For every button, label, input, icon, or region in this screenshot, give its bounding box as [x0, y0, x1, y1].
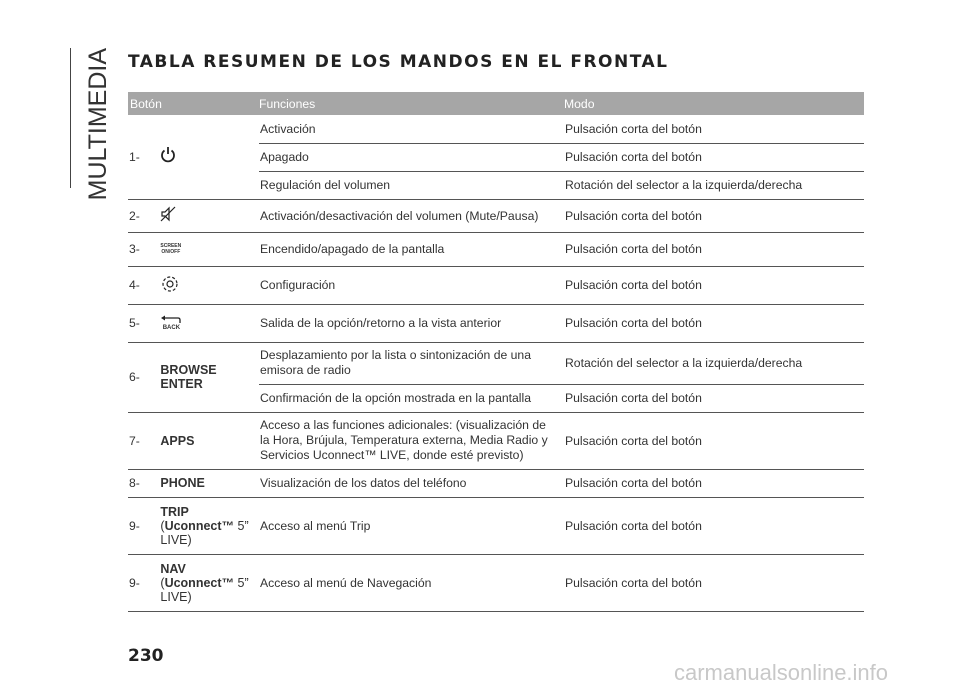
- onoff-icon-text: ON/OFF: [161, 249, 181, 256]
- table-row: [128, 412, 864, 469]
- mode-cell: Pulsación corta del botón: [564, 497, 864, 554]
- live-label: LIVE): [160, 532, 192, 547]
- table-row: [128, 469, 864, 497]
- enter-label: ENTER: [160, 377, 203, 391]
- section-label: MULTIMEDIA: [84, 48, 112, 201]
- table-row: [128, 199, 864, 232]
- sidebar-divider: [70, 48, 71, 188]
- row-number: 3-: [129, 242, 140, 257]
- button-cell: [128, 199, 259, 232]
- function-cell: Acceso a las funciones adicionales: (visualización de la Hora, Brújula, Temperatura externa, Media Radio y Servicios Uconnect™ LIVE, donde esté previsto): [259, 412, 564, 469]
- mode-cell: Rotación del selector a la izquierda/derecha: [564, 171, 864, 199]
- row-number: 9-: [129, 518, 140, 533]
- row-number: 2-: [129, 208, 140, 223]
- button-cell: [128, 266, 259, 304]
- mode-cell: Pulsación corta del botón: [564, 199, 864, 232]
- mode-cell: Pulsación corta del botón: [564, 554, 864, 611]
- button-cell: [128, 342, 259, 412]
- table-header: [128, 92, 864, 115]
- function-cell: Apagado: [259, 143, 564, 171]
- screen-on-off-icon: [160, 243, 181, 255]
- section-sidebar: [64, 48, 112, 201]
- row-number: 8-: [129, 476, 140, 491]
- table-row: [128, 497, 864, 554]
- mode-cell: Pulsación corta del botón: [564, 304, 864, 342]
- row-number: 1-: [129, 149, 140, 164]
- screen-size: 5”: [237, 575, 249, 590]
- back-icon: [160, 315, 182, 331]
- screen-size: 5”: [237, 518, 249, 533]
- controls-table: [128, 92, 864, 612]
- mode-cell: Pulsación corta del botón: [564, 115, 864, 143]
- back-icon-text: BACK: [162, 325, 181, 331]
- function-cell: Regulación del volumen: [259, 171, 564, 199]
- power-icon: [160, 146, 176, 167]
- mode-cell: Pulsación corta del botón: [564, 384, 864, 412]
- row-number: 7-: [129, 433, 140, 448]
- function-cell: Salida de la opción/retorno a la vista anterior: [259, 304, 564, 342]
- function-cell: Activación/desactivación del volumen (Mute/Pausa): [259, 199, 564, 232]
- uconnect-label: Uconnect™: [164, 518, 235, 533]
- paren-open: (: [160, 518, 165, 533]
- function-cell: Desplazamiento por la lista o sintonización de una emisora de radio: [259, 342, 564, 384]
- trip-label: TRIP: [160, 504, 189, 519]
- apps-label: APPS: [160, 433, 195, 448]
- function-cell: Activación: [259, 115, 564, 143]
- settings-gear-icon: [160, 274, 180, 297]
- function-cell: Acceso al menú Trip: [259, 497, 564, 554]
- button-cell: [128, 497, 259, 554]
- live-label: LIVE): [160, 589, 192, 604]
- row-number: 5-: [129, 316, 140, 330]
- header-functions: Funciones: [259, 92, 564, 115]
- nav-label: NAV: [160, 561, 186, 576]
- mode-cell: Pulsación corta del botón: [564, 143, 864, 171]
- row-number: 9-: [129, 575, 140, 590]
- mode-cell: Pulsación corta del botón: [564, 266, 864, 304]
- mode-cell: Rotación del selector a la izquierda/derecha: [564, 342, 864, 384]
- function-cell: Visualización de los datos del teléfono: [259, 469, 564, 497]
- screen-icon-text: SCREEN: [160, 243, 182, 250]
- mode-cell: Pulsación corta del botón: [564, 232, 864, 266]
- paren-open: (: [160, 575, 165, 590]
- browse-label: BROWSE: [160, 363, 217, 377]
- header-button: Botón: [128, 92, 259, 115]
- row-number: 6-: [129, 370, 140, 384]
- row-number: 4-: [129, 278, 140, 292]
- phone-label: PHONE: [160, 476, 205, 491]
- button-cell: [128, 554, 259, 611]
- table-row: [128, 304, 864, 342]
- mode-cell: Pulsación corta del botón: [564, 412, 864, 469]
- mute-icon: [160, 206, 176, 225]
- button-cell: [128, 469, 259, 497]
- button-cell: [128, 412, 259, 469]
- table-row: [128, 115, 864, 143]
- button-cell: [128, 304, 259, 342]
- button-cell: [128, 115, 259, 199]
- mode-cell: Pulsación corta del botón: [564, 469, 864, 497]
- function-cell: Acceso al menú de Navegación: [259, 554, 564, 611]
- function-cell: Confirmación de la opción mostrada en la pantalla: [259, 384, 564, 412]
- page-number: 230: [128, 646, 164, 666]
- table-row: [128, 554, 864, 611]
- table-row: [128, 232, 864, 266]
- button-cell: [128, 232, 259, 266]
- function-cell: Encendido/apagado de la pantalla: [259, 232, 564, 266]
- table-row: [128, 342, 864, 384]
- uconnect-label: Uconnect™: [164, 575, 235, 590]
- function-cell: Configuración: [259, 266, 564, 304]
- header-mode: Modo: [564, 92, 864, 115]
- table-row: [128, 266, 864, 304]
- watermark: carmanualsonline.info: [674, 660, 889, 685]
- page-title: TABLA RESUMEN DE LOS MANDOS EN EL FRONTAL: [128, 52, 669, 72]
